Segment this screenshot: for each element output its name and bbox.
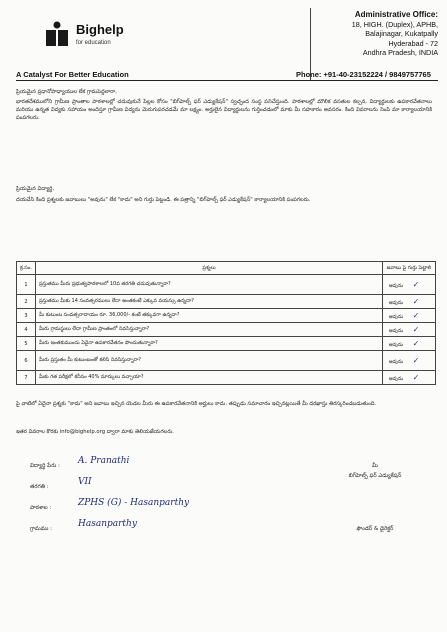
brand-name: Bighelp [76,22,124,37]
tick-mark-icon: ✓ [412,338,420,348]
class-field[interactable] [30,477,92,491]
table-header-row [17,262,436,275]
notes-paragraph: పై వాటిలో ఏదైనా ప్రశ్నకు "కాదు" అని జవాబు ఇచ్చిన యెడల మీరు ఈ ఉపకారవేతనానికి అర్హులు కాదు. తప్పుడు సమాచారం ఇచ్చినట్లయితే మీ దరఖాస్తు తిరస్కరించబడుతుంది. [16,401,377,407]
question-text: ప్రస్తుతము మీకు 14 సంవత్సరములు లేదా అంతకంటే ఎక్కువ వయస్సు ఉన్నదా? [36,295,383,309]
table-row [17,309,436,323]
yes-option[interactable]: అవును [388,282,404,289]
tick-mark-icon: ✓ [412,296,420,306]
intro-paragraph: భారతదేశములోని గ్రామీణ ప్రాంతాల పాఠశాలల్లో చదువుకునే పిల్లల కోసం "బిగ్‌హెల్ప్ ఫర్ ఎడ్యుకేషన్" స్వచ్ఛంద సంస్థ పనిచేస్తుంది. పాఠశాలల్లో మౌలిక వసతుల కల్పన, విద్యార్థులకు ఉపకారవేతనాలు మరియు ఉన్నత విద్యకు సహాయం అందిస్తూ గ్రామీణ విద్యను మెరుగుపరచడమే మా లక్ష్యం. అర్హులైన విద్యార్థులను గుర్తించడంలో మాకు మీ సహకారం అవసరం. కింది వివరాలను నింపి మా కార్యాలయానికి పంపగలరు. [16,99,432,122]
question-text: ప్రస్తుతము మీరు ప్రభుత్వపాఠశాలలో 10వ తరగతి చదువుతున్నారా? [36,275,383,295]
tick-mark-icon: ✓ [412,310,420,320]
question-text: మీకు గత పరీక్షలో కనీసం 40% మార్కులు వచ్చాయా? [36,371,383,385]
tick-mark-icon: ✓ [412,279,420,289]
village-value[interactable]: Hasanparthy [78,519,137,529]
table-row [17,323,436,337]
office-line: 18, HIGH. (Duplex), APHB, [351,19,438,29]
signoff-org: బిగ్‌హెల్ప్ ఫర్ ఎడ్యుకేషన్ [348,473,402,479]
salutation-heads: ప్రియమైన ప్రధానోపాధ్యాయుల లేక గ్రామపెద్దలారా, [16,89,117,95]
table-row [17,351,436,371]
field-label: గ్రామము : [30,526,53,532]
col-header-no: క్ర.సం. [17,262,36,275]
table-row [17,371,436,385]
answer-cell[interactable] [383,309,436,323]
office-phone: Phone: +91-40-23152224 / 9849757765 [296,70,431,79]
questions-table [16,261,436,385]
field-label: పాఠశాల : [30,505,52,511]
question-text: మీరు గ్రామస్థులు లేదా గ్రామీణ ప్రాంతంలో నివసిస్తున్నారా? [36,323,383,337]
yes-option[interactable]: అవును [388,341,404,348]
col-header-answer: జవాబు పై గుర్తు పెట్టాలి [383,262,436,275]
yes-option[interactable]: అవును [388,313,404,320]
village-field[interactable] [30,519,137,533]
office-title: Administrative Office: [354,10,438,19]
row-number: 6 [17,351,36,371]
tick-mark-icon: ✓ [412,372,420,382]
tick-mark-icon: ✓ [412,324,420,334]
question-text: మీరు ప్రస్తుతం మీ కుటుంబంతో కలిసి నివసిస్తున్నారా? [36,351,383,371]
bighelp-logo-icon [44,20,70,52]
office-address [312,10,438,58]
school-field[interactable] [30,498,190,512]
school-value[interactable]: ZPHS (G) - Hasanparthy [78,498,190,508]
student-name-field[interactable] [30,456,130,470]
row-number: 2 [17,295,36,309]
signoff-line: మీ [372,463,378,469]
yes-option[interactable]: అవును [388,327,404,334]
answer-cell[interactable] [383,275,436,295]
field-label: తరగతి : [30,484,49,490]
office-line: Andhra Pradesh, INDIA [362,48,438,58]
row-number: 5 [17,337,36,351]
yes-option[interactable]: అవును [388,299,404,306]
table-row [17,337,436,351]
question-text: మీరు ఇంతకుముందు ఏదైనా ఉపకారవేతనం పొందుతున్నారా? [36,337,383,351]
header-rule [16,80,438,81]
table-row [17,295,436,309]
row-number: 1 [17,275,36,295]
yes-option[interactable]: అవును [388,358,404,365]
tick-mark-icon: ✓ [412,355,420,365]
office-line: Balajinagar, Kukatpally [365,29,438,39]
answer-cell[interactable] [383,337,436,351]
col-header-question: ప్రశ్నలు [36,262,383,275]
table-row [17,275,436,295]
row-number: 7 [17,371,36,385]
brand-subtitle: for education [76,40,111,46]
salutation-student: ప్రియమైన విద్యార్థి, [16,186,55,192]
row-number: 3 [17,309,36,323]
class-value[interactable]: VII [78,477,92,487]
signoff-title: ఫౌండర్ & డైరెక్టర్ [356,526,394,532]
row-number: 4 [17,323,36,337]
field-label: విద్యార్థి పేరు : [30,463,60,469]
answer-cell[interactable] [383,371,436,385]
tagline: A Catalyst For Better Education [16,70,129,79]
answer-cell[interactable] [383,351,436,371]
answer-cell[interactable] [383,295,436,309]
yes-option[interactable]: అవును [388,375,404,382]
contact-line: ఇతర వివరాల కొరకు info@bighelp.org ద్వారా మాకు తెలియజేయగలరు. [16,429,174,435]
office-line: Hyderabad - 72 [388,38,438,48]
question-text: మీ కుటుంబ సంవత్సరాదాయం రూ. 36,000/- కంటే తక్కువగా ఉన్నదా? [36,309,383,323]
instructions-paragraph: దయచేసి కింది ప్రశ్నలకు జవాబులు "అవును" లేక "కాదు" అని గుర్తు పెట్టండి. ఈ పత్రాన్ని "బిగ్‌హెల్ప్ ఫర్ ఎడ్యుకేషన్" కార్యాలయానికి పంపగలరు. [16,197,311,203]
student-name-value[interactable]: A. Pranathi [78,456,130,466]
answer-cell[interactable] [383,323,436,337]
